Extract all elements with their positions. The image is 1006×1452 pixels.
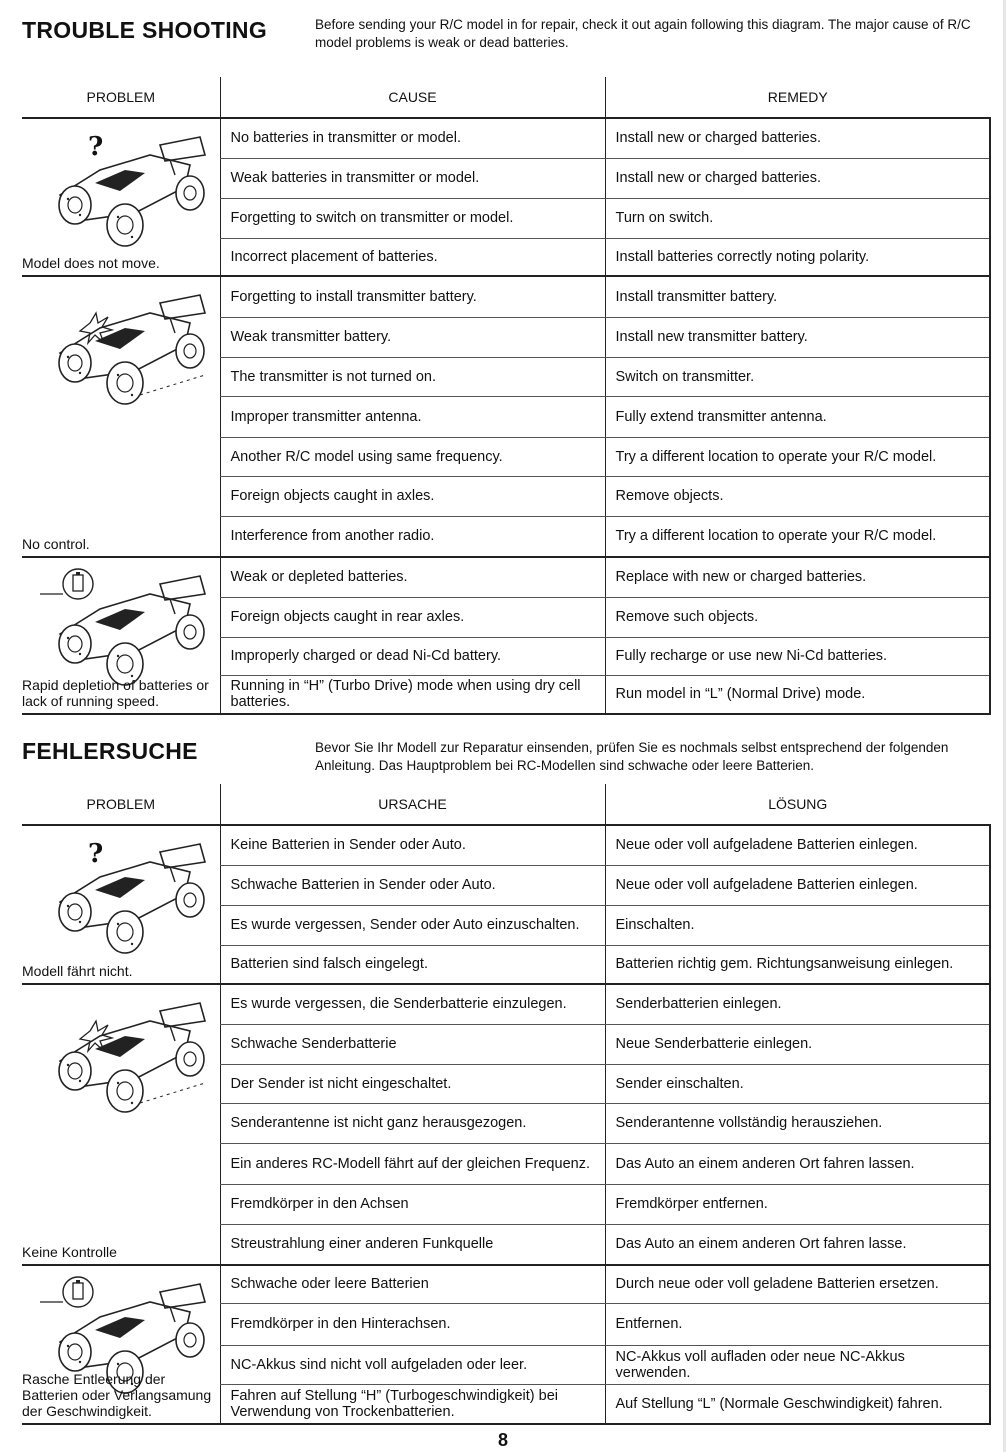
- problem-label: Rasche Entleerung der Batterien oder Verlangsamung der Geschwindigkeit.: [22, 1371, 212, 1419]
- cause-cell: Fremdkörper in den Achsen: [220, 1184, 605, 1224]
- section-intro-german: Bevor Sie Ihr Modell zur Reparatur einsenden, prüfen Sie es nochmals selbst entsprechend der folgenden Anleitung. Das Hauptproblem bei RC-Modellen sind schwache oder leere Batterien.: [315, 740, 949, 773]
- car-illustration: [40, 832, 210, 961]
- cause-cell: Ein anderes RC-Modell fährt auf der gleichen Frequenz.: [220, 1143, 605, 1184]
- header-problem: PROBLEM: [22, 784, 220, 825]
- cause-cell: Der Sender ist nicht eingeschaltet.: [220, 1064, 605, 1103]
- cause-cell: Schwache Senderbatterie: [220, 1024, 605, 1064]
- svg-text:?: ?: [88, 132, 104, 162]
- remedy-cell: Neue oder voll aufgeladene Batterien einlegen.: [605, 865, 990, 905]
- cause-cell: Schwache oder leere Batterien: [220, 1265, 605, 1303]
- problem-cell: [22, 1265, 220, 1424]
- table-row: [22, 276, 990, 317]
- remedy-cell: Install new or charged batteries.: [605, 158, 990, 198]
- remedy-cell: Turn on switch.: [605, 198, 990, 238]
- remedy-cell: Sender einschalten.: [605, 1064, 990, 1103]
- car-illustration: [40, 564, 210, 693]
- problem-label: Modell fährt nicht.: [22, 963, 133, 979]
- cause-cell: Batterien sind falsch eingelegt.: [220, 945, 605, 984]
- cause-cell: Forgetting to switch on transmitter or model.: [220, 198, 605, 238]
- troubleshooting-table-german: [22, 784, 991, 1425]
- cause-cell: Schwache Batterien in Sender oder Auto.: [220, 865, 605, 905]
- remedy-cell: Auf Stellung “L” (Normale Geschwindigkeit) fahren.: [605, 1384, 990, 1424]
- remedy-cell: Remove such objects.: [605, 597, 990, 637]
- remedy-cell: Switch on transmitter.: [605, 357, 990, 396]
- problem-label: Rapid depletion of batteries or lack of running speed.: [22, 677, 209, 709]
- remedy-cell: Install batteries correctly noting polarity.: [605, 238, 990, 276]
- cause-cell: Incorrect placement of batteries.: [220, 238, 605, 276]
- car-illustration: [40, 991, 210, 1120]
- cause-cell: Fremdkörper in den Hinterachsen.: [220, 1303, 605, 1345]
- section-intro-english: Before sending your R/C model in for repair, check it out again following this diagram. The major cause of R/C model problems is weak or dead batteries.: [315, 17, 971, 50]
- remedy-cell: Install new transmitter battery.: [605, 317, 990, 357]
- problem-cell: [22, 984, 220, 1265]
- remedy-cell: Batterien richtig gem. Richtungsanweisung einlegen.: [605, 945, 990, 984]
- remedy-cell: Replace with new or charged batteries.: [605, 557, 990, 597]
- cause-cell: Improper transmitter antenna.: [220, 396, 605, 437]
- cause-cell: Foreign objects caught in axles.: [220, 476, 605, 516]
- remedy-cell: Fully recharge or use new Ni-Cd batteries.: [605, 637, 990, 675]
- remedy-cell: Senderbatterien einlegen.: [605, 984, 990, 1024]
- cause-cell: Running in “H” (Turbo Drive) mode when using dry cell batteries.: [220, 675, 605, 714]
- remedy-cell: Install transmitter battery.: [605, 276, 990, 317]
- remedy-cell: Entfernen.: [605, 1303, 990, 1345]
- car-question-mark-icon: [40, 125, 210, 250]
- table-row: [22, 825, 990, 865]
- car-question-mark-icon: [40, 832, 210, 957]
- section-title-english: TROUBLE SHOOTING: [22, 17, 268, 43]
- cause-cell: No batteries in transmitter or model.: [220, 118, 605, 158]
- cause-cell: Foreign objects caught in rear axles.: [220, 597, 605, 637]
- problem-cell: [22, 276, 220, 557]
- header-remedy: REMEDY: [605, 77, 990, 118]
- remedy-cell: Neue oder voll aufgeladene Batterien einlegen.: [605, 825, 990, 865]
- cause-cell: Improperly charged or dead Ni-Cd battery.: [220, 637, 605, 675]
- problem-cell: [22, 557, 220, 714]
- cause-cell: Streustrahlung einer anderen Funkquelle: [220, 1224, 605, 1265]
- svg-text:?: ?: [88, 839, 104, 869]
- cause-cell: Forgetting to install transmitter battery.: [220, 276, 605, 317]
- cause-cell: The transmitter is not turned on.: [220, 357, 605, 396]
- table-row: [22, 557, 990, 597]
- cause-cell: Weak or depleted batteries.: [220, 557, 605, 597]
- car-illustration: [40, 283, 210, 412]
- remedy-cell: Try a different location to operate your R/C model.: [605, 516, 990, 557]
- remedy-cell: Install new or charged batteries.: [605, 118, 990, 158]
- car-battery-icon: [40, 564, 210, 689]
- cause-cell: Es wurde vergessen, die Senderbatterie einzulegen.: [220, 984, 605, 1024]
- header-cause: CAUSE: [220, 77, 605, 118]
- remedy-cell: NC-Akkus voll aufladen oder neue NC-Akkus verwenden.: [605, 1345, 990, 1384]
- problem-cell: [22, 118, 220, 276]
- remedy-cell: Einschalten.: [605, 905, 990, 945]
- table-row: [22, 984, 990, 1024]
- remedy-cell: Try a different location to operate your R/C model.: [605, 437, 990, 476]
- remedy-cell: Remove objects.: [605, 476, 990, 516]
- troubleshooting-table-english: [22, 77, 991, 715]
- remedy-cell: Neue Senderbatterie einlegen.: [605, 1024, 990, 1064]
- header-problem: PROBLEM: [22, 77, 220, 118]
- remedy-cell: Das Auto an einem anderen Ort fahren lasse.: [605, 1224, 990, 1265]
- remedy-cell: Fully extend transmitter antenna.: [605, 396, 990, 437]
- cause-cell: Es wurde vergessen, Sender oder Auto einzuschalten.: [220, 905, 605, 945]
- table-row: [22, 118, 990, 158]
- problem-label: No control.: [22, 536, 90, 552]
- cause-cell: Interference from another radio.: [220, 516, 605, 557]
- page-number: 8: [497, 1430, 508, 1450]
- cause-cell: Senderantenne ist nicht ganz herausgezogen.: [220, 1103, 605, 1143]
- section-title-german: FEHLERSUCHE: [22, 738, 198, 764]
- header-cause: URSACHE: [220, 784, 605, 825]
- remedy-cell: Das Auto an einem anderen Ort fahren lassen.: [605, 1143, 990, 1184]
- car-illustration: [40, 125, 210, 254]
- car-crash-icon: [40, 991, 210, 1116]
- cause-cell: Weak transmitter battery.: [220, 317, 605, 357]
- problem-label: Keine Kontrolle: [22, 1244, 117, 1260]
- remedy-cell: Fremdkörper entfernen.: [605, 1184, 990, 1224]
- cause-cell: Another R/C model using same frequency.: [220, 437, 605, 476]
- cause-cell: Fahren auf Stellung “H” (Turbogeschwindigkeit) bei Verwendung von Trockenbatterien.: [220, 1384, 605, 1424]
- header-remedy: LÖSUNG: [605, 784, 990, 825]
- remedy-cell: Durch neue oder voll geladene Batterien ersetzen.: [605, 1265, 990, 1303]
- cause-cell: NC-Akkus sind nicht voll aufgeladen oder leer.: [220, 1345, 605, 1384]
- table-row: [22, 1265, 990, 1303]
- car-crash-icon: [40, 283, 210, 408]
- problem-cell: [22, 825, 220, 984]
- remedy-cell: Senderantenne vollständig herausziehen.: [605, 1103, 990, 1143]
- cause-cell: Keine Batterien in Sender oder Auto.: [220, 825, 605, 865]
- problem-label: Model does not move.: [22, 255, 160, 271]
- cause-cell: Weak batteries in transmitter or model.: [220, 158, 605, 198]
- remedy-cell: Run model in “L” (Normal Drive) mode.: [605, 675, 990, 714]
